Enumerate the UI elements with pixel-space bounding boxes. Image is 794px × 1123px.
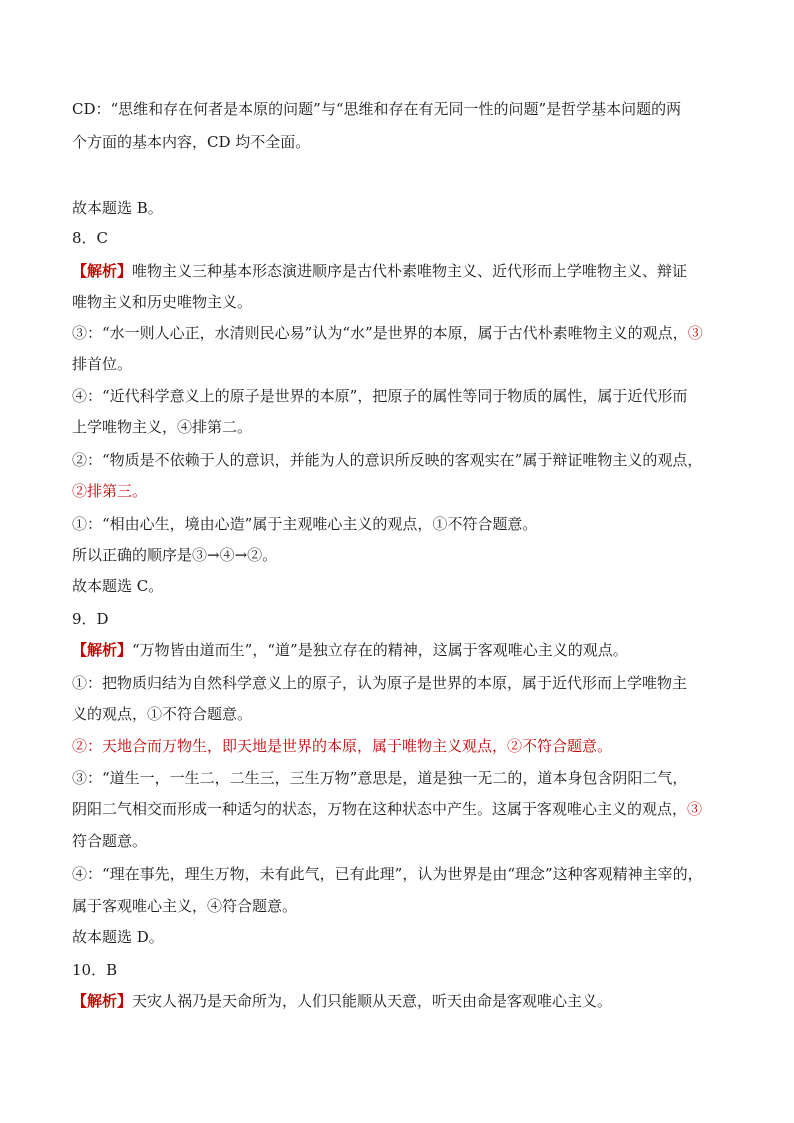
text-line: 唯物主义和历史唯物主义。 [72, 293, 253, 311]
text-line: ②：天地合而万物生，即天地是世界的本原，属于唯物主义观点，②不符合题意。 [72, 737, 613, 755]
text-line: 个方面的基本内容，CD 均不全面。 [72, 133, 311, 151]
text-line: 故本题选 D。 [72, 928, 164, 946]
analysis-line: 【解析】“万物皆由道而生”，“道”是独立存在的精神，这属于客观唯心主义的观点。 [72, 641, 628, 659]
text-line: 符合题意。 [72, 832, 148, 850]
text-line: ④：“近代科学意义上的原子是世界的本原”，把原子的属性等同于物质的属性，属于近代形而 [72, 387, 688, 405]
text-line: 属于客观唯心主义，④符合题意。 [72, 897, 298, 915]
text-line: ①：“相由心生，境由心造”属于主观唯心主义的观点，①不符合题意。 [72, 515, 538, 533]
text-line: ②排第三。 [72, 482, 148, 500]
text-line: 义的观点，①不符合题意。 [72, 705, 253, 723]
analysis-label: 【解析】 [72, 992, 133, 1010]
text-line: 上学唯物主义，④排第二。 [72, 418, 253, 436]
text-line: 故本题选 C。 [72, 577, 164, 595]
text-line: ④：“理在事先，理生万物，未有此气，已有此理”，认为世界是由“理念”这种客观精神主宰的， [72, 865, 703, 883]
question-number: 10．B [72, 961, 118, 979]
text-line: 所以正确的顺序是③→④→②。 [72, 546, 278, 564]
text-line: ②：“物质是不依赖于人的意识，并能为人的意识所反映的客观实在”属于辩证唯物主义的观点， [72, 451, 703, 469]
text-line: ③：“道生一，一生二，二生三，三生万物”意思是，道是独一无二的，道本身包含阴阳二气， [72, 769, 688, 787]
text-line: 阴阳二气相交而形成一种适匀的状态，万物在这种状态中产生。这属于客观唯心主义的观点，③ [72, 800, 703, 818]
text-line: 故本题选 B。 [72, 199, 163, 217]
text-line: ①：把物质归结为自然科学意义上的原子，认为原子是世界的本原，属于近代形而上学唯物主 [72, 674, 688, 692]
analysis-line: 【解析】天灾人祸乃是天命所为，人们只能顺从天意，听天由命是客观唯心主义。 [72, 992, 613, 1010]
text-line: CD：“思维和存在何者是本原的问题”与“思维和存在有无同一性的问题”是哲学基本问题的两 [72, 100, 682, 118]
question-number: 9．D [72, 610, 109, 628]
text-line: 排首位。 [72, 355, 133, 373]
analysis-line: 【解析】唯物主义三种基本形态演进顺序是古代朴素唯物主义、近代形而上学唯物主义、辩证 [72, 262, 688, 280]
text-line: ③：“水一则人心正，水清则民心易”认为“水”是世界的本原，属于古代朴素唯物主义的观点，③ [72, 324, 703, 342]
analysis-label: 【解析】 [72, 262, 133, 280]
question-number: 8．C [72, 229, 109, 247]
analysis-label: 【解析】 [72, 641, 133, 659]
